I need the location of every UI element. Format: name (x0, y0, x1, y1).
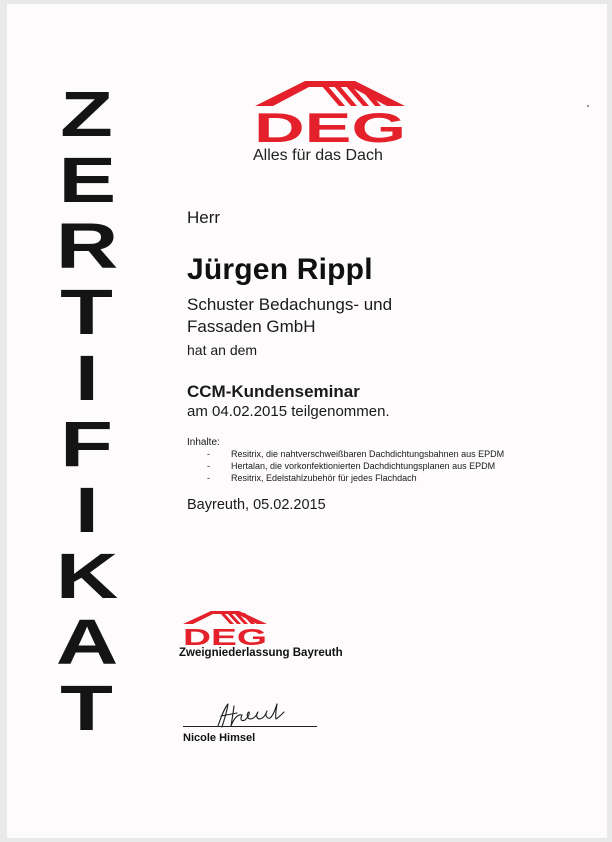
title-letter: R (55, 210, 119, 282)
title-letter: Z (60, 78, 114, 150)
deg-logo-small (179, 610, 271, 650)
title-letter: T (60, 276, 114, 348)
title-letter: I (74, 474, 100, 546)
deg-logo-small-text: DEG (183, 624, 267, 650)
branch-name: Zweigniederlassung Bayreuth (179, 647, 343, 659)
seminar-title: CCM-Kundenseminar (187, 382, 360, 401)
company-line-2: Fassaden GmbH (187, 317, 316, 336)
signature-line (183, 726, 317, 727)
list-item-text: Hertalan, die vorkonfektionierten Dachdichtungsplanen aus EPDM (231, 461, 496, 471)
deg-logo-text: DEG (254, 104, 406, 151)
title-letter: E (58, 144, 116, 216)
list-item-text: Resitrix, Edelstahlzubehör für jedes Flachdach (231, 473, 417, 483)
signer-name: Nicole Himsel (183, 732, 256, 744)
place-date: Bayreuth, 05.02.2015 (187, 497, 326, 513)
salutation: Herr (187, 208, 221, 227)
brand-tagline: Alles für das Dach (253, 147, 383, 164)
title-letter: F (60, 408, 114, 480)
attended-text: hat an dem (187, 342, 258, 358)
contents-list (207, 448, 504, 484)
recipient-name: Jürgen Rippl (187, 253, 373, 286)
certificate-page (7, 4, 607, 838)
contents-heading: Inhalte: (187, 437, 220, 448)
list-item: - Resitrix, Edelstahlzubehör für jedes Flachdach (207, 473, 417, 483)
speck (587, 105, 589, 107)
title-letter: I (74, 342, 100, 414)
seminar-date-line: am 04.02.2015 teilgenommen. (187, 403, 390, 420)
list-item: - Resitrix, die nahtverschweißbaren Dachdichtungsbahnen aus EPDM (207, 449, 505, 459)
title-letter: A (55, 606, 119, 678)
list-item: - Hertalan, die vorkonfektionierten Dachdichtungsplanen aus EPDM (207, 461, 496, 471)
title-letter: K (55, 540, 119, 612)
vertical-title (41, 78, 133, 744)
title-letter: T (60, 672, 114, 744)
list-item-text: Resitrix, die nahtverschweißbaren Dachdichtungsbahnen aus EPDM (231, 449, 505, 459)
company-line-1: Schuster Bedachungs- und (187, 295, 393, 314)
